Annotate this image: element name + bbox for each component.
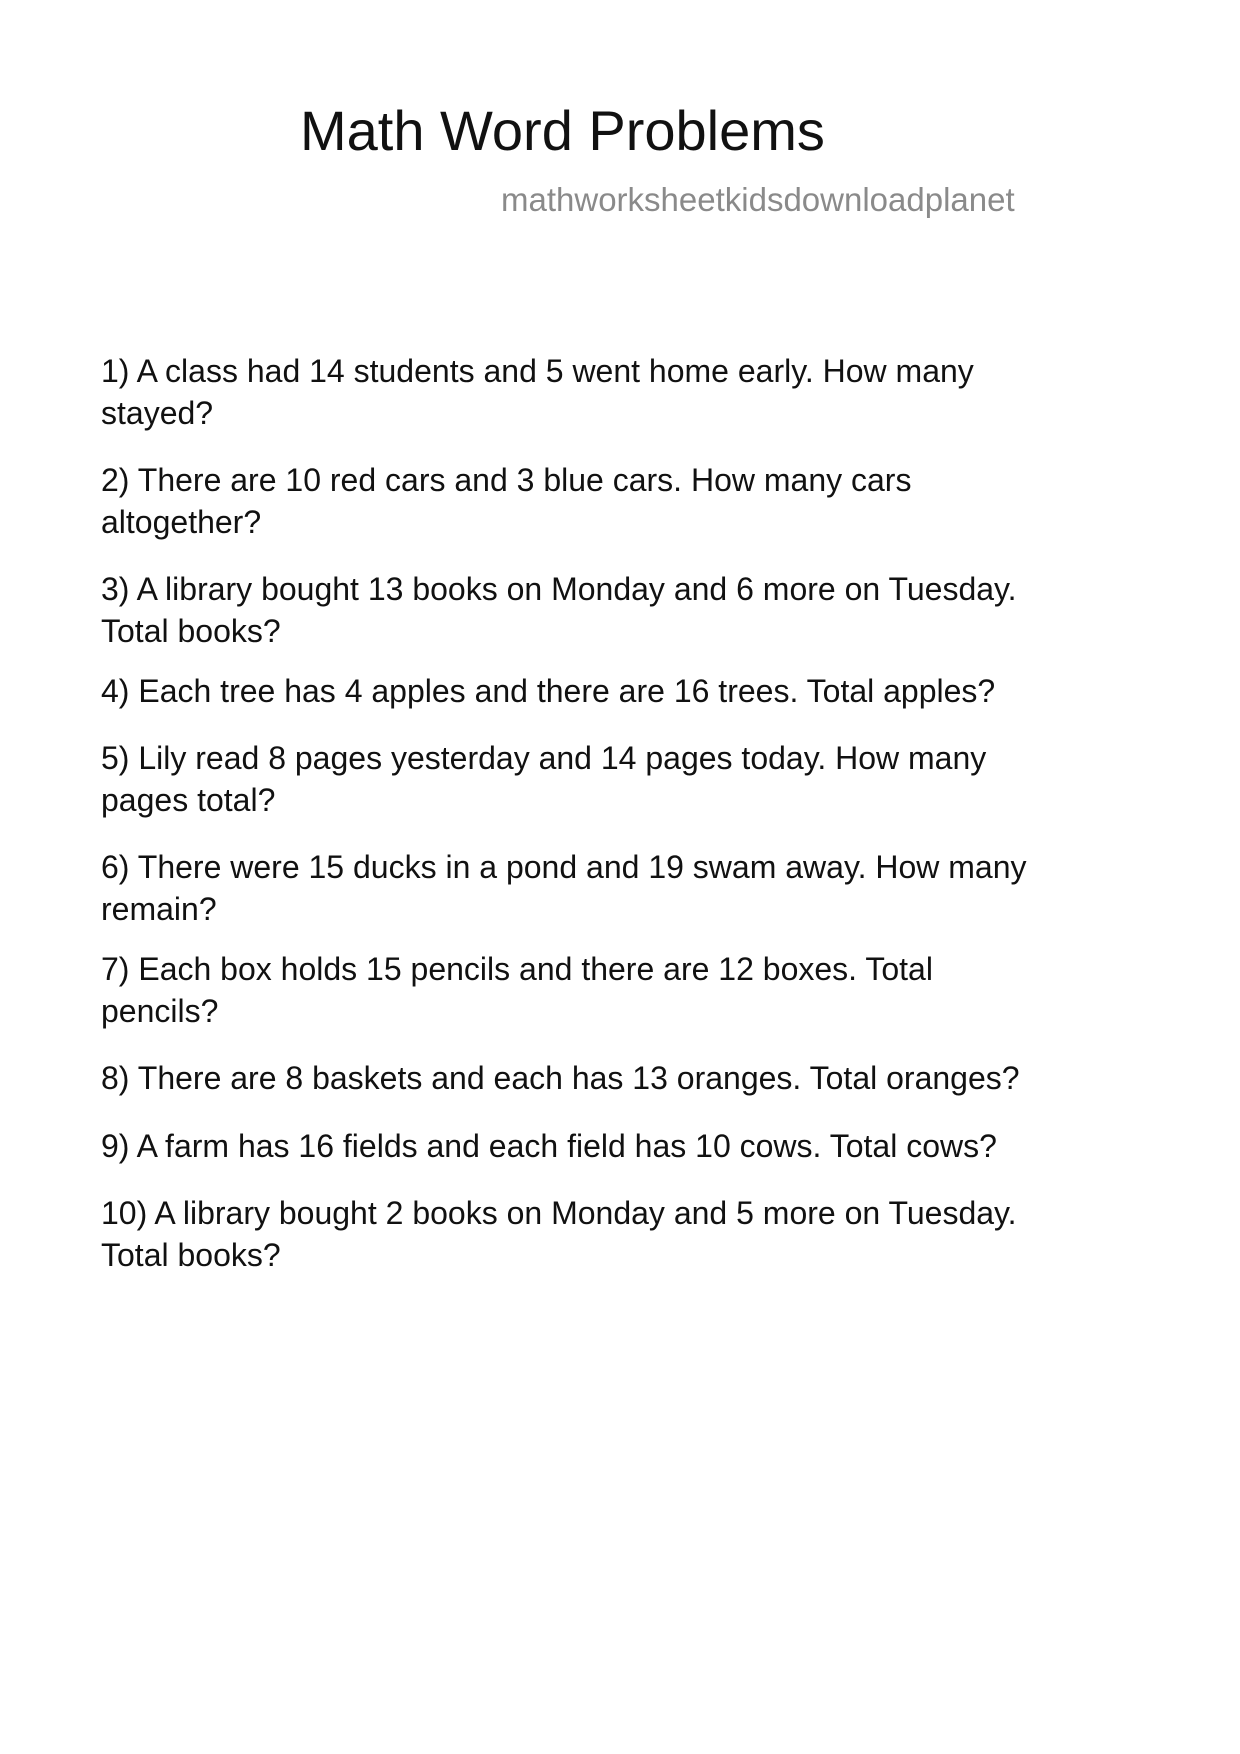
source-watermark: mathworksheetkidsdownloadplanet bbox=[501, 181, 1015, 218]
problem-line: stayed? bbox=[101, 395, 214, 431]
problem-9 bbox=[101, 1125, 1131, 1167]
problem-line: 8) There are 8 baskets and each has 13 oranges. Total oranges? bbox=[101, 1060, 1020, 1096]
problem-line: 1) A class had 14 students and 5 went home early. How many bbox=[101, 353, 974, 389]
problem-2 bbox=[101, 459, 1131, 543]
problem-line: 5) Lily read 8 pages yesterday and 14 pages today. How many bbox=[101, 740, 987, 776]
problem-line: 6) There were 15 ducks in a pond and 19 swam away. How many bbox=[101, 849, 1027, 885]
problem-6 bbox=[101, 846, 1131, 930]
problem-1 bbox=[101, 350, 1131, 434]
problem-line: 3) A library bought 13 books on Monday and 6 more on Tuesday. bbox=[101, 571, 1017, 607]
problem-line: altogether? bbox=[101, 504, 262, 540]
page-title: Math Word Problems bbox=[300, 99, 825, 162]
problem-8 bbox=[101, 1057, 1131, 1099]
problem-line: Total books? bbox=[101, 613, 281, 649]
problem-line: Total books? bbox=[101, 1237, 281, 1273]
problem-5 bbox=[101, 737, 1131, 821]
problem-line: 4) Each tree has 4 apples and there are 16 trees. Total apples? bbox=[101, 673, 996, 709]
problem-line: remain? bbox=[101, 891, 217, 927]
problem-3 bbox=[101, 568, 1131, 652]
problem-7 bbox=[101, 948, 1131, 1032]
problem-4 bbox=[101, 670, 1131, 712]
problem-line: pencils? bbox=[101, 993, 219, 1029]
problem-line: pages total? bbox=[101, 782, 276, 818]
problem-line: 9) A farm has 16 fields and each field has 10 cows. Total cows? bbox=[101, 1128, 997, 1164]
problem-10 bbox=[101, 1192, 1131, 1276]
problem-line: 7) Each box holds 15 pencils and there are 12 boxes. Total bbox=[101, 951, 933, 987]
problem-line: 2) There are 10 red cars and 3 blue cars. How many cars bbox=[101, 462, 912, 498]
problem-line: 10) A library bought 2 books on Monday and 5 more on Tuesday. bbox=[101, 1195, 1017, 1231]
